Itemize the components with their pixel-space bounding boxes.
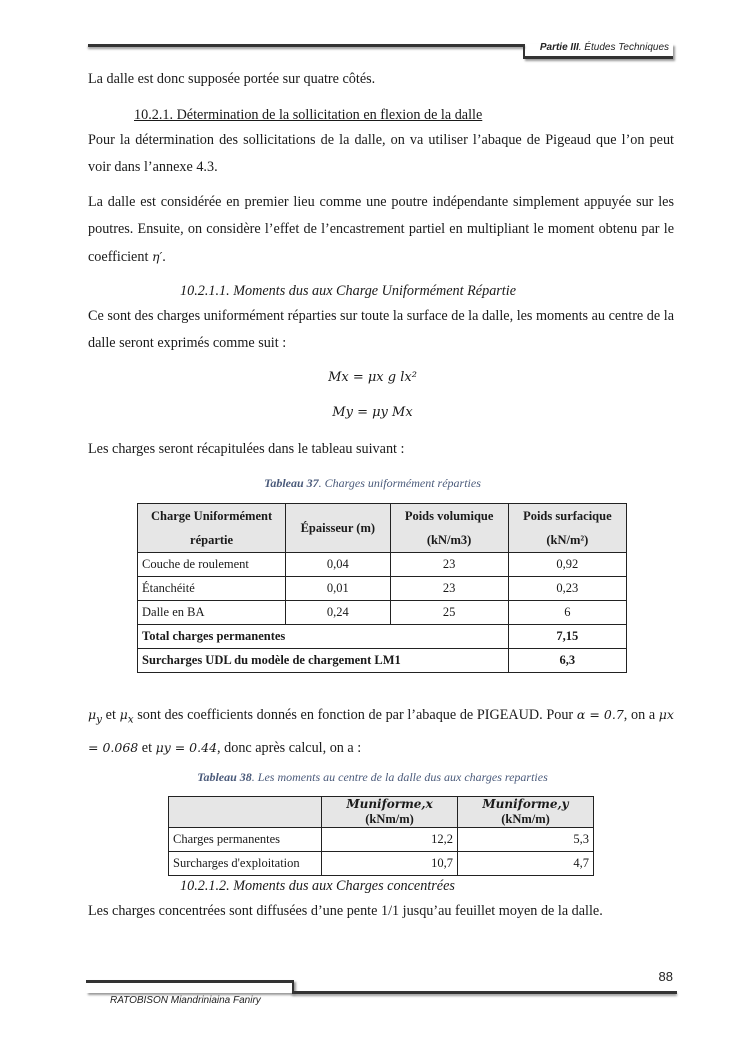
cell-value: 23 — [390, 553, 508, 577]
paragraph-charges-concentrees: Les charges concentrées sont diffusées d’une pente 1/1 jusqu’au feuillet moyen de la dalle. — [88, 903, 603, 919]
cell-value: 0,01 — [286, 577, 390, 601]
table-row — [138, 577, 627, 601]
total-label: Total charges permanentes — [138, 625, 509, 649]
surcharge-label: Surcharges UDL du modèle de chargement LM1 — [138, 649, 509, 673]
table-charges-reparties — [137, 503, 627, 673]
cell-value: 5,3 — [458, 828, 594, 852]
paragraph-pigeaud: Pour la détermination des sollicitations de la dalle, on va utiliser l’abaque de Pigeaud que l’on peut voir dans l’annexe 4.3. — [88, 132, 674, 175]
equation-my-text: My = μy Mx — [332, 405, 413, 420]
table-header-row — [138, 504, 627, 553]
equation-my — [0, 405, 745, 420]
cell-value: 0,24 — [286, 601, 390, 625]
paragraph-recap: Les charges seront récapitulées dans le tableau suivant : — [88, 441, 405, 457]
heading-10-2-1-1: 10.2.1.1. Moments dus aux Charge Uniformément Répartie — [180, 283, 516, 299]
cell-value: 0,92 — [508, 553, 626, 577]
cell-label: Dalle en BA — [138, 601, 286, 625]
table-row — [169, 852, 594, 876]
cell-value: 10,7 — [322, 852, 458, 876]
footer-rule — [292, 991, 677, 994]
paragraph-coefficients: $\mu_y$ et $\mu_x$ sont des coefficients donnés en fonction de par l’abaque de PIGEAUD. Pour α = 0.7, on a μx = 0.068 et μy = 0.44, donc après calcul, on a : — [88, 707, 674, 756]
table-row — [169, 828, 594, 852]
cell-value: 0,23 — [508, 577, 626, 601]
total-value: 7,15 — [508, 625, 626, 649]
cell-value: 12,2 — [322, 828, 458, 852]
running-header: Partie III. Études Techniques — [539, 42, 669, 53]
caption-tableau-37: Tableau 37. Charges uniformément réparties — [264, 476, 481, 490]
table-total-row — [138, 625, 627, 649]
cell-value: 6 — [508, 601, 626, 625]
th-empty — [169, 797, 322, 828]
paragraph-charges-reparties: Ce sont des charges uniformément réparties sur toute la surface de la dalle, les moments au centre de la dalle seront exprimés comme suit : — [88, 308, 674, 351]
cell-label: Charges permanentes — [169, 828, 322, 852]
cell-label: Couche de roulement — [138, 553, 286, 577]
table-row — [138, 601, 627, 625]
th-epaisseur: Épaisseur (m) — [286, 504, 390, 553]
cell-label: Étanchéité — [138, 577, 286, 601]
table-moments — [168, 796, 594, 876]
th-poids-volumique: Poids volumique (kN/m3) — [390, 504, 508, 553]
heading-10-2-1-2: 10.2.1.2. Moments dus aux Charges concentrées — [180, 878, 455, 894]
table-surcharge-row — [138, 649, 627, 673]
caption-tableau-38: Tableau 38. Les moments au centre de la dalle dus aux charges reparties — [197, 770, 548, 784]
footer-author: RATOBISON Miandriniaina Faniry — [110, 995, 261, 1006]
cell-value: 25 — [390, 601, 508, 625]
paragraph-poutre: La dalle est considérée en premier lieu comme une poutre indépendante simplement appuyée sur les poutres. Ensuite, on considère l’effet de l’encastrement partiel en multipliant le moment obtenu par le coefficient η′. — [88, 194, 674, 265]
cell-value: 23 — [390, 577, 508, 601]
paragraph-support: La dalle est donc supposée portée sur quatre côtés. — [88, 71, 376, 87]
footer-tab-frame — [86, 980, 294, 993]
page-number: 88 — [658, 969, 673, 984]
equation-mx — [0, 370, 745, 385]
equation-mx-text: Mx = μx g lx² — [328, 370, 417, 385]
table-row — [138, 553, 627, 577]
header-rule — [88, 44, 525, 47]
heading-10-2-1: 10.2.1. Détermination de la sollicitation en flexion de la dalle — [134, 107, 483, 123]
table-header-row — [169, 797, 594, 828]
th-moment-x: Muniforme,x (kNm/m) — [322, 797, 458, 828]
th-poids-surfacique: Poids surfacique (kN/m²) — [508, 504, 626, 553]
cell-label: Surcharges d'exploitation — [169, 852, 322, 876]
surcharge-value: 6,3 — [508, 649, 626, 673]
th-charge: Charge Uniformément répartie — [138, 504, 286, 553]
cell-value: 4,7 — [458, 852, 594, 876]
th-moment-y: Muniforme,y (kNm/m) — [458, 797, 594, 828]
cell-value: 0,04 — [286, 553, 390, 577]
